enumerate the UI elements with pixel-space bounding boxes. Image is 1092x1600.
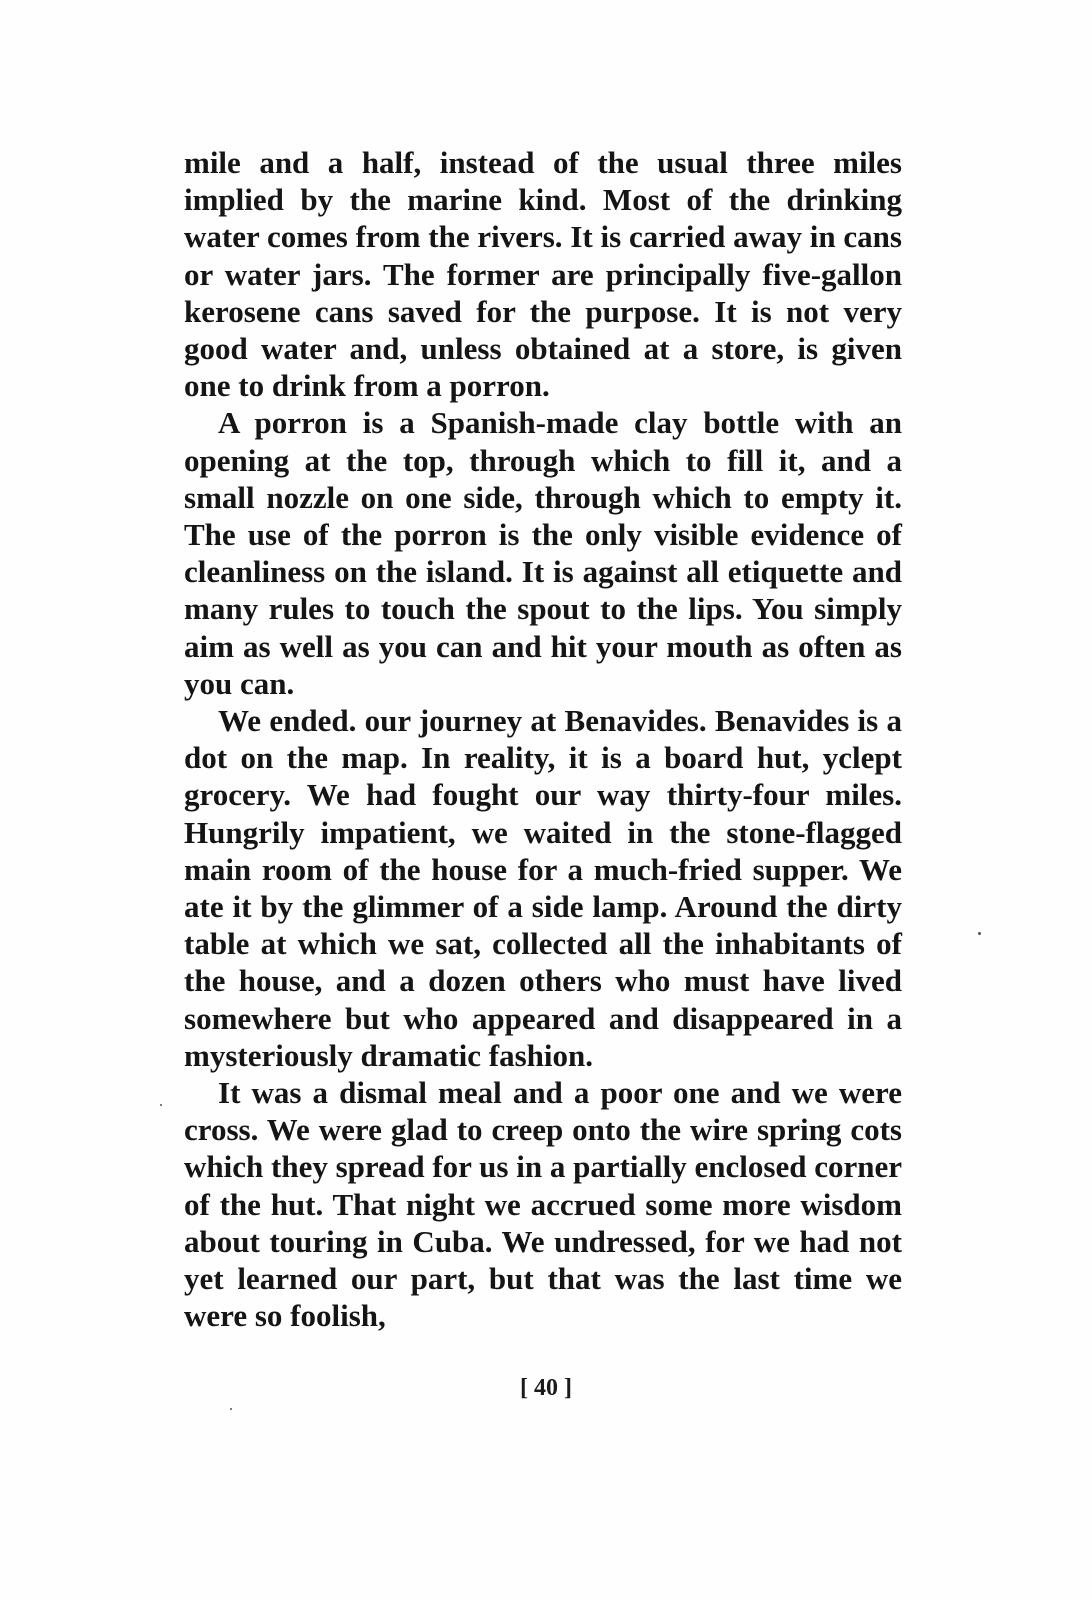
paragraph-dismal-meal: It was a dismal meal and a poor one and we were cross. We were glad to creep onto the wire spring cots which they spread for us in a partially enclosed corner of the hut. That night we accrued some more wisdom about touring in Cuba. We undressed, for we had not yet learned our part, but that was the last time we were so foolish, — [184, 1075, 902, 1334]
paragraph-benavides: We ended. our journey at Benavides. Benavides is a dot on the map. In reality, it is a board hut, yclept grocery. We had fought our way thirty-four miles. Hungrily impatient, we waited in the stone-flagged main room of the house for a much-fried supper. We ate it by the glimmer of a side lamp. Around the dirty table at which we sat, collected all the inhabitants of the house, and a dozen others who must have lived somewhere but who appeared and disappeared in a mysteriously dramatic fashion. — [184, 703, 902, 1073]
ink-speck — [160, 1104, 162, 1106]
paragraph-continued: mile and a half, instead of the usual three miles implied by the marine kind. Most of the drinking water comes from the rivers. It is carried away in cans or water jars. The former are principally five-gallon kerosene cans saved for the purpose. It is not very good water and, unless obtained at a store, is given one to drink from a porron. — [184, 145, 902, 404]
ink-speck — [230, 1408, 232, 1410]
paragraph-porron: A porron is a Spanish-made clay bottle with an opening at the top, through which to fill it, and a small nozzle on one side, through which to empty it. The use of the porron is the only visible evidence of cleanliness on the island. It is against all etiquette and many rules to touch the spout to the lips. You simply aim as well as you can and hit your mouth as often as you can. — [184, 405, 902, 701]
body-text — [184, 144, 902, 1335]
page-number: [ 40 ] — [520, 1375, 572, 1401]
ink-speck — [978, 932, 981, 935]
